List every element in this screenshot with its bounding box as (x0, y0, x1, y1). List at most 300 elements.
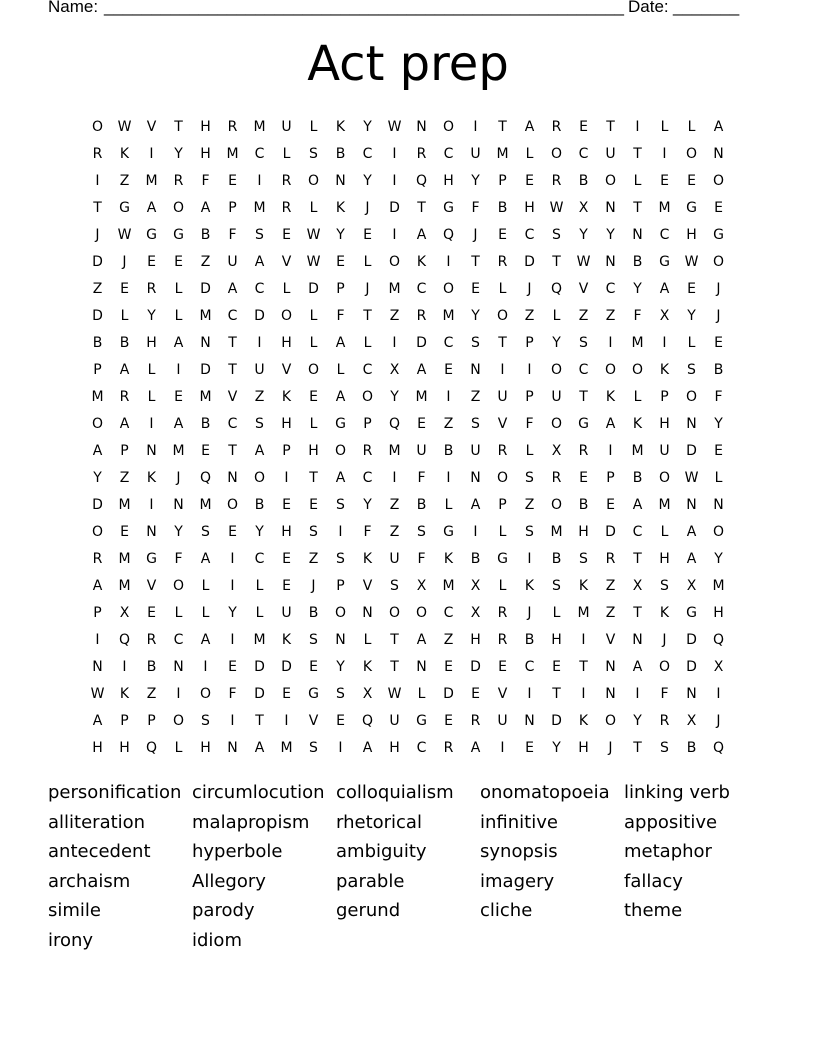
grid-letter[interactable]: L (201, 604, 210, 621)
grid-letter[interactable]: I (392, 469, 397, 486)
grid-letter[interactable]: J (365, 280, 370, 297)
grid-letter[interactable]: L (363, 253, 372, 270)
grid-letter[interactable]: B (524, 631, 535, 648)
grid-letter[interactable]: Q (199, 469, 212, 486)
grid-letter[interactable]: O (91, 118, 104, 135)
grid-letter[interactable]: L (552, 307, 561, 324)
grid-letter[interactable]: R (497, 442, 508, 459)
grid-letter[interactable]: Y (552, 739, 561, 756)
grid-letter[interactable]: D (416, 334, 427, 351)
grid-letter[interactable]: A (524, 118, 535, 135)
grid-letter[interactable]: O (712, 253, 725, 270)
grid-letter[interactable]: C (443, 334, 454, 351)
grid-letter[interactable]: V (281, 253, 292, 270)
grid-letter[interactable]: Y (714, 415, 723, 432)
grid-letter[interactable]: M (253, 118, 266, 135)
grid-letter[interactable]: B (713, 361, 724, 378)
grid-letter[interactable]: L (309, 118, 318, 135)
grid-letter[interactable]: A (200, 550, 211, 567)
grid-letter[interactable]: H (659, 415, 670, 432)
grid-letter[interactable]: L (363, 334, 372, 351)
grid-letter[interactable]: I (581, 631, 586, 648)
grid-letter[interactable]: J (716, 712, 721, 729)
grid-letter[interactable]: O (334, 604, 347, 621)
grid-letter[interactable]: K (443, 550, 454, 567)
grid-letter[interactable]: D (92, 496, 103, 513)
grid-letter[interactable]: L (498, 577, 507, 594)
grid-letter[interactable]: E (309, 388, 318, 405)
grid-letter[interactable]: C (416, 739, 427, 756)
grid-letter[interactable]: U (470, 145, 481, 162)
grid-letter[interactable]: M (658, 199, 671, 216)
grid-letter[interactable]: K (632, 415, 643, 432)
grid-letter[interactable]: D (92, 307, 103, 324)
grid-letter[interactable]: C (605, 280, 616, 297)
grid-letter[interactable]: N (605, 685, 616, 702)
grid-letter[interactable]: E (714, 334, 723, 351)
grid-letter[interactable]: U (470, 442, 481, 459)
grid-letter[interactable]: F (228, 685, 237, 702)
grid-letter[interactable]: G (416, 712, 427, 729)
grid-letter[interactable]: W (117, 118, 132, 135)
grid-letter[interactable]: L (336, 361, 345, 378)
grid-letter[interactable]: N (524, 712, 535, 729)
grid-letter[interactable]: K (119, 685, 130, 702)
grid-letter[interactable]: S (309, 631, 318, 648)
grid-letter[interactable]: L (255, 604, 264, 621)
grid-letter[interactable]: I (635, 118, 640, 135)
grid-letter[interactable]: R (227, 118, 238, 135)
grid-letter[interactable]: B (578, 496, 589, 513)
grid-letter[interactable]: L (714, 469, 723, 486)
grid-letter[interactable]: A (659, 280, 670, 297)
grid-letter[interactable]: A (416, 361, 427, 378)
grid-letter[interactable]: M (658, 496, 671, 513)
grid-letter[interactable]: S (552, 226, 561, 243)
grid-letter[interactable]: W (117, 226, 132, 243)
grid-letter[interactable]: V (281, 361, 292, 378)
grid-letter[interactable]: Z (605, 577, 616, 594)
grid-letter[interactable]: G (443, 523, 454, 540)
grid-letter[interactable]: I (392, 145, 397, 162)
grid-letter[interactable]: M (199, 496, 212, 513)
grid-letter[interactable]: J (365, 199, 370, 216)
grid-letter[interactable]: K (335, 199, 346, 216)
grid-letter[interactable]: L (282, 280, 291, 297)
grid-letter[interactable]: C (443, 145, 454, 162)
grid-letter[interactable]: I (149, 415, 154, 432)
grid-letter[interactable]: N (470, 469, 481, 486)
grid-letter[interactable]: N (686, 496, 697, 513)
grid-letter[interactable]: N (605, 658, 616, 675)
grid-letter[interactable]: G (659, 253, 670, 270)
grid-letter[interactable]: H (200, 739, 211, 756)
grid-letter[interactable]: A (632, 658, 643, 675)
grid-letter[interactable]: H (686, 226, 697, 243)
grid-letter[interactable]: Z (119, 469, 130, 486)
grid-letter[interactable]: E (471, 280, 480, 297)
grid-letter[interactable]: X (362, 685, 373, 702)
grid-letter[interactable]: O (712, 523, 725, 540)
grid-letter[interactable]: P (498, 172, 507, 189)
grid-letter[interactable]: T (579, 388, 588, 405)
grid-letter[interactable]: Y (255, 523, 264, 540)
grid-letter[interactable]: V (497, 415, 508, 432)
grid-letter[interactable]: H (200, 118, 211, 135)
grid-letter[interactable]: D (254, 685, 265, 702)
grid-letter[interactable]: M (199, 388, 212, 405)
grid-letter[interactable]: J (311, 577, 316, 594)
grid-letter[interactable]: Z (200, 253, 211, 270)
grid-letter[interactable]: M (253, 199, 266, 216)
grid-letter[interactable]: E (147, 604, 156, 621)
grid-letter[interactable]: E (147, 253, 156, 270)
grid-letter[interactable]: W (306, 253, 321, 270)
grid-letter[interactable]: Q (712, 631, 725, 648)
grid-letter[interactable]: E (552, 658, 561, 675)
grid-letter[interactable]: C (524, 658, 535, 675)
grid-letter[interactable]: P (363, 415, 372, 432)
grid-letter[interactable]: M (631, 334, 644, 351)
grid-letter[interactable]: I (392, 172, 397, 189)
grid-letter[interactable]: H (281, 415, 292, 432)
grid-letter[interactable]: C (443, 604, 454, 621)
grid-letter[interactable]: I (635, 685, 640, 702)
grid-letter[interactable]: Y (633, 712, 642, 729)
grid-letter[interactable]: A (119, 415, 130, 432)
grid-letter[interactable]: C (227, 415, 238, 432)
grid-letter[interactable]: S (660, 577, 669, 594)
grid-letter[interactable]: T (552, 685, 561, 702)
grid-letter[interactable]: C (632, 523, 643, 540)
grid-letter[interactable]: L (174, 739, 183, 756)
grid-letter[interactable]: J (662, 631, 667, 648)
grid-letter[interactable]: G (173, 226, 184, 243)
grid-letter[interactable]: M (442, 577, 455, 594)
grid-letter[interactable]: E (498, 658, 507, 675)
grid-letter[interactable]: Z (308, 550, 319, 567)
grid-letter[interactable]: E (525, 172, 534, 189)
grid-letter[interactable]: T (390, 658, 399, 675)
grid-letter[interactable]: N (605, 253, 616, 270)
grid-letter[interactable]: C (254, 550, 265, 567)
grid-letter[interactable]: K (659, 604, 670, 621)
grid-letter[interactable]: I (500, 361, 505, 378)
grid-letter[interactable]: A (200, 199, 211, 216)
grid-letter[interactable]: F (525, 415, 534, 432)
grid-letter[interactable]: R (173, 172, 184, 189)
grid-letter[interactable]: S (336, 496, 345, 513)
grid-letter[interactable]: N (632, 226, 643, 243)
grid-letter[interactable]: I (446, 253, 451, 270)
date-blank-line[interactable]: _______ (673, 0, 740, 16)
grid-letter[interactable]: E (120, 523, 129, 540)
grid-letter[interactable]: T (228, 442, 237, 459)
grid-letter[interactable]: V (497, 685, 508, 702)
grid-letter[interactable]: Z (443, 631, 454, 648)
grid-letter[interactable]: L (309, 415, 318, 432)
grid-letter[interactable]: G (119, 199, 130, 216)
grid-letter[interactable]: E (498, 226, 507, 243)
grid-letter[interactable]: P (282, 442, 291, 459)
grid-letter[interactable]: B (308, 604, 319, 621)
grid-letter[interactable]: Y (93, 469, 102, 486)
grid-letter[interactable]: I (608, 334, 613, 351)
grid-letter[interactable]: T (471, 253, 480, 270)
grid-letter[interactable]: S (336, 685, 345, 702)
grid-letter[interactable]: N (200, 334, 211, 351)
grid-letter[interactable]: E (201, 442, 210, 459)
grid-letter[interactable]: D (200, 361, 211, 378)
grid-letter[interactable]: O (442, 280, 455, 297)
grid-letter[interactable]: R (605, 550, 616, 567)
grid-letter[interactable]: L (525, 145, 534, 162)
grid-letter[interactable]: D (686, 658, 697, 675)
grid-letter[interactable]: W (90, 685, 105, 702)
grid-letter[interactable]: G (335, 415, 346, 432)
grid-letter[interactable]: G (443, 199, 454, 216)
name-blank-line[interactable]: _______________________________________________________ (104, 0, 625, 16)
grid-letter[interactable]: L (147, 388, 156, 405)
grid-letter[interactable]: B (335, 145, 346, 162)
grid-letter[interactable]: N (416, 658, 427, 675)
grid-letter[interactable]: L (444, 496, 453, 513)
grid-letter[interactable]: L (309, 199, 318, 216)
grid-letter[interactable]: Y (633, 280, 642, 297)
grid-letter[interactable]: O (388, 604, 401, 621)
grid-letter[interactable]: N (146, 442, 157, 459)
grid-letter[interactable]: Z (389, 523, 400, 540)
grid-letter[interactable]: I (581, 685, 586, 702)
grid-letter[interactable]: B (92, 334, 103, 351)
grid-letter[interactable]: E (282, 226, 291, 243)
grid-letter[interactable]: Z (605, 604, 616, 621)
grid-letter[interactable]: I (95, 631, 100, 648)
grid-letter[interactable]: C (254, 280, 265, 297)
grid-letter[interactable]: N (173, 496, 184, 513)
grid-letter[interactable]: S (525, 523, 534, 540)
grid-letter[interactable]: P (660, 388, 669, 405)
grid-letter[interactable]: R (551, 118, 562, 135)
grid-letter[interactable]: E (228, 523, 237, 540)
grid-letter[interactable]: D (389, 199, 400, 216)
grid-letter[interactable]: E (120, 280, 129, 297)
grid-letter[interactable]: E (444, 361, 453, 378)
grid-letter[interactable]: S (309, 523, 318, 540)
grid-letter[interactable]: H (146, 334, 157, 351)
grid-letter[interactable]: R (470, 712, 481, 729)
grid-letter[interactable]: R (281, 199, 292, 216)
grid-letter[interactable]: N (416, 118, 427, 135)
grid-letter[interactable]: O (199, 685, 212, 702)
grid-letter[interactable]: O (496, 469, 509, 486)
grid-letter[interactable]: A (605, 415, 616, 432)
grid-letter[interactable]: H (200, 145, 211, 162)
grid-letter[interactable]: V (578, 280, 589, 297)
grid-letter[interactable]: E (525, 739, 534, 756)
grid-letter[interactable]: C (254, 145, 265, 162)
grid-letter[interactable]: E (579, 469, 588, 486)
grid-letter[interactable]: Y (174, 145, 183, 162)
grid-letter[interactable]: H (524, 199, 535, 216)
grid-letter[interactable]: C (227, 307, 238, 324)
grid-letter[interactable]: I (527, 550, 532, 567)
grid-letter[interactable]: W (684, 469, 699, 486)
grid-letter[interactable]: E (336, 712, 345, 729)
grid-letter[interactable]: F (471, 199, 480, 216)
grid-letter[interactable]: Y (363, 172, 372, 189)
grid-letter[interactable]: N (632, 631, 643, 648)
grid-letter[interactable]: G (497, 550, 508, 567)
grid-letter[interactable]: D (92, 253, 103, 270)
grid-letter[interactable]: I (95, 172, 100, 189)
grid-letter[interactable]: E (579, 118, 588, 135)
grid-letter[interactable]: O (685, 388, 698, 405)
grid-letter[interactable]: P (120, 712, 129, 729)
grid-letter[interactable]: H (308, 442, 319, 459)
grid-letter[interactable]: B (470, 550, 481, 567)
grid-letter[interactable]: P (336, 280, 345, 297)
grid-letter[interactable]: A (470, 739, 481, 756)
grid-letter[interactable]: E (444, 712, 453, 729)
grid-letter[interactable]: Y (336, 658, 345, 675)
grid-letter[interactable]: E (309, 496, 318, 513)
grid-letter[interactable]: I (608, 442, 613, 459)
grid-letter[interactable]: O (388, 253, 401, 270)
grid-letter[interactable]: D (524, 253, 535, 270)
grid-letter[interactable]: U (254, 361, 265, 378)
grid-letter[interactable]: T (309, 469, 318, 486)
grid-letter[interactable]: M (577, 604, 590, 621)
grid-letter[interactable]: U (281, 118, 292, 135)
grid-letter[interactable]: R (119, 388, 130, 405)
grid-letter[interactable]: G (713, 226, 724, 243)
grid-letter[interactable]: I (500, 739, 505, 756)
grid-letter[interactable]: Z (389, 307, 400, 324)
grid-letter[interactable]: R (443, 739, 454, 756)
grid-letter[interactable]: Y (552, 334, 561, 351)
grid-letter[interactable]: C (659, 226, 670, 243)
grid-letter[interactable]: Q (361, 712, 374, 729)
grid-letter[interactable]: I (257, 334, 262, 351)
grid-letter[interactable]: B (551, 550, 562, 567)
grid-letter[interactable]: B (686, 739, 697, 756)
grid-letter[interactable]: L (255, 577, 264, 594)
grid-letter[interactable]: S (687, 361, 696, 378)
grid-letter[interactable]: M (253, 631, 266, 648)
grid-letter[interactable]: M (442, 307, 455, 324)
grid-letter[interactable]: K (605, 388, 616, 405)
grid-letter[interactable]: A (416, 226, 427, 243)
grid-letter[interactable]: N (227, 739, 238, 756)
grid-letter[interactable]: A (200, 631, 211, 648)
grid-letter[interactable]: R (146, 280, 157, 297)
grid-letter[interactable]: B (578, 172, 589, 189)
grid-letter[interactable]: V (308, 712, 319, 729)
grid-letter[interactable]: R (497, 253, 508, 270)
grid-letter[interactable]: I (257, 172, 262, 189)
grid-letter[interactable]: I (446, 388, 451, 405)
grid-letter[interactable]: I (149, 496, 154, 513)
grid-letter[interactable]: X (659, 307, 670, 324)
grid-letter[interactable]: I (230, 631, 235, 648)
grid-letter[interactable]: E (282, 685, 291, 702)
grid-letter[interactable]: Q (442, 226, 455, 243)
grid-letter[interactable]: H (713, 604, 724, 621)
grid-letter[interactable]: X (578, 199, 589, 216)
grid-letter[interactable]: T (255, 712, 264, 729)
grid-letter[interactable]: S (552, 577, 561, 594)
grid-letter[interactable]: R (416, 145, 427, 162)
grid-letter[interactable]: R (551, 469, 562, 486)
grid-letter[interactable]: C (362, 145, 373, 162)
grid-letter[interactable]: N (227, 469, 238, 486)
grid-letter[interactable]: R (578, 442, 589, 459)
grid-letter[interactable]: F (633, 307, 642, 324)
grid-letter[interactable]: E (309, 658, 318, 675)
grid-letter[interactable]: D (551, 712, 562, 729)
grid-letter[interactable]: I (284, 712, 289, 729)
grid-letter[interactable]: S (471, 334, 480, 351)
grid-letter[interactable]: A (254, 442, 265, 459)
grid-letter[interactable]: O (658, 658, 671, 675)
grid-letter[interactable]: O (91, 523, 104, 540)
grid-letter[interactable]: U (227, 253, 238, 270)
grid-letter[interactable]: S (525, 469, 534, 486)
grid-letter[interactable]: V (146, 577, 157, 594)
grid-letter[interactable]: E (336, 253, 345, 270)
grid-letter[interactable]: O (712, 172, 725, 189)
grid-letter[interactable]: L (282, 145, 291, 162)
grid-letter[interactable]: O (550, 415, 563, 432)
grid-letter[interactable]: B (443, 442, 454, 459)
grid-letter[interactable]: L (687, 334, 696, 351)
grid-letter[interactable]: D (200, 280, 211, 297)
grid-letter[interactable]: A (254, 253, 265, 270)
grid-letter[interactable]: I (284, 469, 289, 486)
grid-letter[interactable]: A (335, 469, 346, 486)
grid-letter[interactable]: P (228, 199, 237, 216)
grid-letter[interactable]: R (551, 172, 562, 189)
grid-letter[interactable]: F (201, 172, 210, 189)
grid-letter[interactable]: K (281, 388, 292, 405)
grid-letter[interactable]: B (200, 415, 211, 432)
grid-letter[interactable]: O (685, 145, 698, 162)
grid-letter[interactable]: L (687, 118, 696, 135)
grid-letter[interactable]: Y (606, 226, 615, 243)
grid-letter[interactable]: I (176, 685, 181, 702)
grid-letter[interactable]: D (470, 658, 481, 675)
grid-letter[interactable]: Z (605, 307, 616, 324)
grid-letter[interactable]: C (173, 631, 184, 648)
grid-letter[interactable]: A (335, 388, 346, 405)
grid-letter[interactable]: S (579, 550, 588, 567)
grid-letter[interactable]: B (632, 469, 643, 486)
grid-letter[interactable]: L (417, 685, 426, 702)
grid-letter[interactable]: O (307, 361, 320, 378)
grid-letter[interactable]: M (118, 550, 131, 567)
grid-letter[interactable]: T (633, 739, 642, 756)
grid-letter[interactable]: A (173, 415, 184, 432)
grid-letter[interactable]: E (174, 388, 183, 405)
grid-letter[interactable]: B (119, 334, 130, 351)
grid-letter[interactable]: Z (389, 496, 400, 513)
grid-letter[interactable]: K (659, 361, 670, 378)
grid-letter[interactable]: Z (578, 307, 589, 324)
grid-letter[interactable]: L (660, 523, 669, 540)
grid-letter[interactable]: E (444, 658, 453, 675)
grid-letter[interactable]: J (527, 604, 532, 621)
